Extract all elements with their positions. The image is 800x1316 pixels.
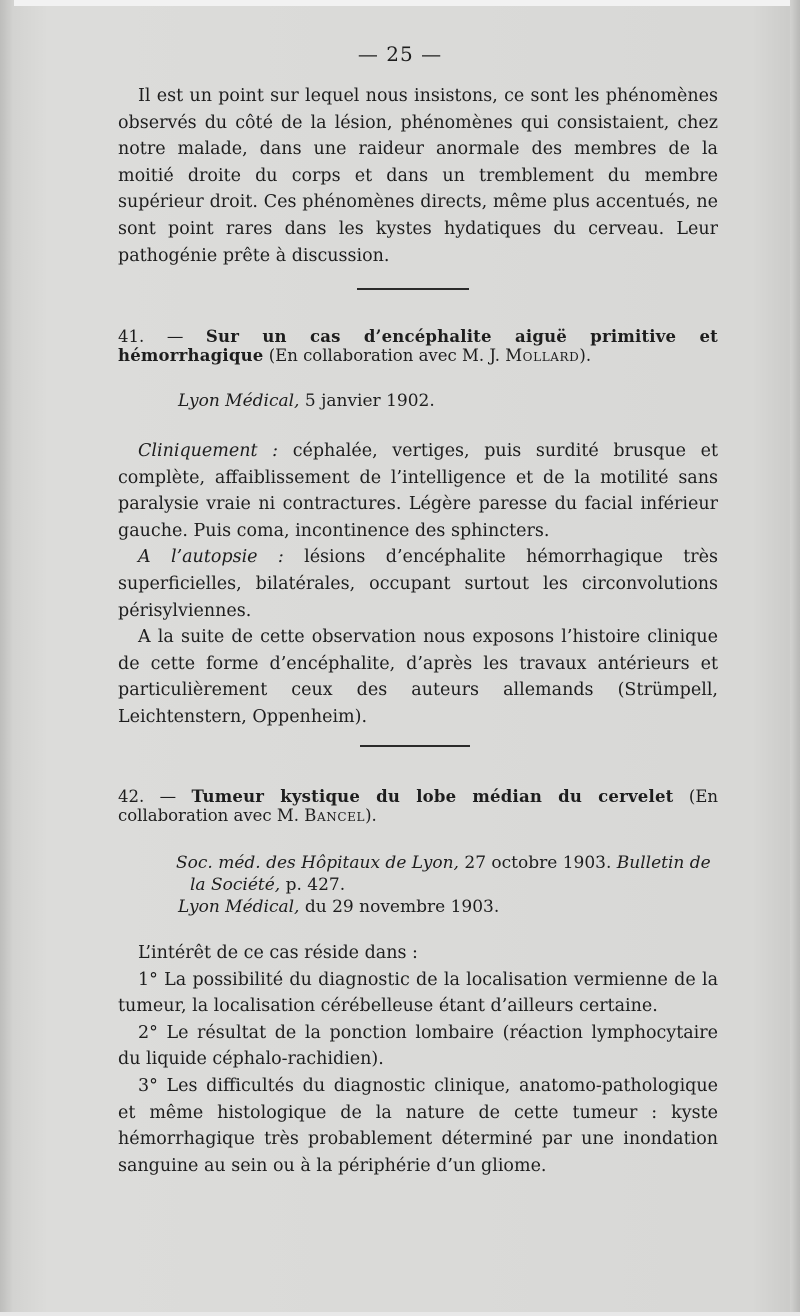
- entry-42-ref1-bulletin-b: la Société,: [190, 875, 281, 895]
- entry-42-lead: L’intérêt de ce cas réside dans :: [138, 943, 418, 963]
- entry-41-autopsy: [118, 544, 718, 624]
- entry-42-collab-prefix: (En collaboration avec M.: [118, 787, 718, 825]
- entry-41-clin-text: céphalée, vertiges, puis surdité brusque et complète, affaiblissement de l’intelligence et de la motilité sans paralysie vraie ni contractures. Légère paresse du facial inférieur gauche. Puis coma, incontinence des sphincters.: [118, 441, 718, 541]
- entry-42-number: 42.: [118, 787, 145, 806]
- entry-41-reference: [178, 390, 435, 412]
- page-edge-bottom: [0, 1312, 800, 1316]
- entry-41-autopsy-text: lésions d’encéphalite hémorrhagique très superficielles, bilatérales, occupant surtout les circonvolutions périsylviennes.: [118, 547, 718, 621]
- entry-42-title: Tumeur kystique du lobe médian du cervelet: [191, 787, 674, 806]
- entry-42-heading: [118, 787, 718, 825]
- section-divider-2: [360, 745, 470, 747]
- intro-block: [118, 83, 718, 269]
- entry-41-clinical: [118, 438, 718, 544]
- section-divider-1: [357, 288, 469, 290]
- entry-42-ref1-date: 27 octobre 1903.: [458, 853, 617, 873]
- entry-41-title: Sur un cas d’encéphalite aiguë primitive et hémorrhagique: [118, 327, 719, 365]
- page-edge-right: [790, 0, 800, 1316]
- entry-42-point-1: 1° La possibilité du diagnostic de la localisation vermienne de la tumeur, la localisation cérébelleuse étant d’ailleurs certaine.: [118, 969, 718, 1017]
- entry-41-date: 5 janvier 1902.: [299, 391, 435, 411]
- entry-41-dash: —: [144, 327, 206, 346]
- entry-42-ref2: [178, 896, 721, 918]
- entry-42-ref1-bulletin-a: Bulletin de: [616, 853, 711, 873]
- entry-42-ref2-journal: Lyon Médical,: [178, 897, 300, 917]
- entry-42-ref1-journal: Soc. méd. des Hôpitaux de Lyon,: [176, 853, 459, 873]
- entry-41-journal: Lyon Médical,: [178, 391, 300, 411]
- entry-42-collab-name: Bancel: [304, 806, 366, 825]
- entry-41-autopsy-label: A l’autopsie :: [138, 547, 284, 568]
- entry-41-number: 41.: [118, 327, 145, 346]
- entry-42-ref1-pages: p. 427.: [280, 875, 346, 895]
- entry-41-discussion: A la suite de cette observation nous exposons l’histoire clinique de cette forme d’encéphalite, d’après les travaux antérieurs et particulièrement ceux des auteurs allemands (Strümpell, Leichtenstern, Oppenheim).: [118, 627, 718, 727]
- page-number: — 25 —: [357, 42, 443, 66]
- entry-41-clin-label: Cliniquement :: [138, 441, 279, 461]
- entry-41-heading: [118, 327, 718, 365]
- page-edge-top: [0, 0, 800, 6]
- entry-42-references: [176, 852, 721, 918]
- entry-41-collab-prefix: (En collaboration avec M. J.: [263, 346, 506, 365]
- entry-42-point-3: 3° Les difficultés du diagnostic clinique, anatomo-pathologique et même histologique de la nature de cette tumeur : kyste hémorrhagique très probablement déterminé par une inondation sanguine au sein ou à la périphérie d’un gliome.: [118, 1075, 718, 1176]
- entry-41-collab-name: Mollard: [505, 346, 580, 365]
- entry-41-body: [118, 438, 718, 731]
- entry-42-body: [118, 940, 718, 1179]
- entry-42-ref1-cont: [190, 874, 721, 896]
- page-edge-left: [0, 0, 14, 1316]
- entry-42-ref1: [176, 852, 721, 874]
- entry-42-ref2-date: du 29 novembre 1903.: [299, 897, 500, 917]
- entry-42-dash: —: [144, 787, 192, 806]
- entry-42-collab-suffix: ).: [365, 806, 377, 825]
- entry-41-collab-suffix: ).: [579, 346, 592, 365]
- intro-paragraph: Il est un point sur lequel nous insistons, ce sont les phénomènes observés du côté de la lésion, phénomènes qui consistaient, chez notre malade, dans une raideur anormale des membres de la moitié droite du corps et dans un tremblement du membre supérieur droit. Ces phénomènes directs, même plus accentués, ne sont point rares dans les kystes hydatiques du cerveau. Leur pathogénie prête à discussion.: [118, 86, 718, 266]
- entry-42-point-2: 2° Le résultat de la ponction lombaire (réaction lymphocytaire du liquide céphalo-rachidien).: [118, 1022, 718, 1070]
